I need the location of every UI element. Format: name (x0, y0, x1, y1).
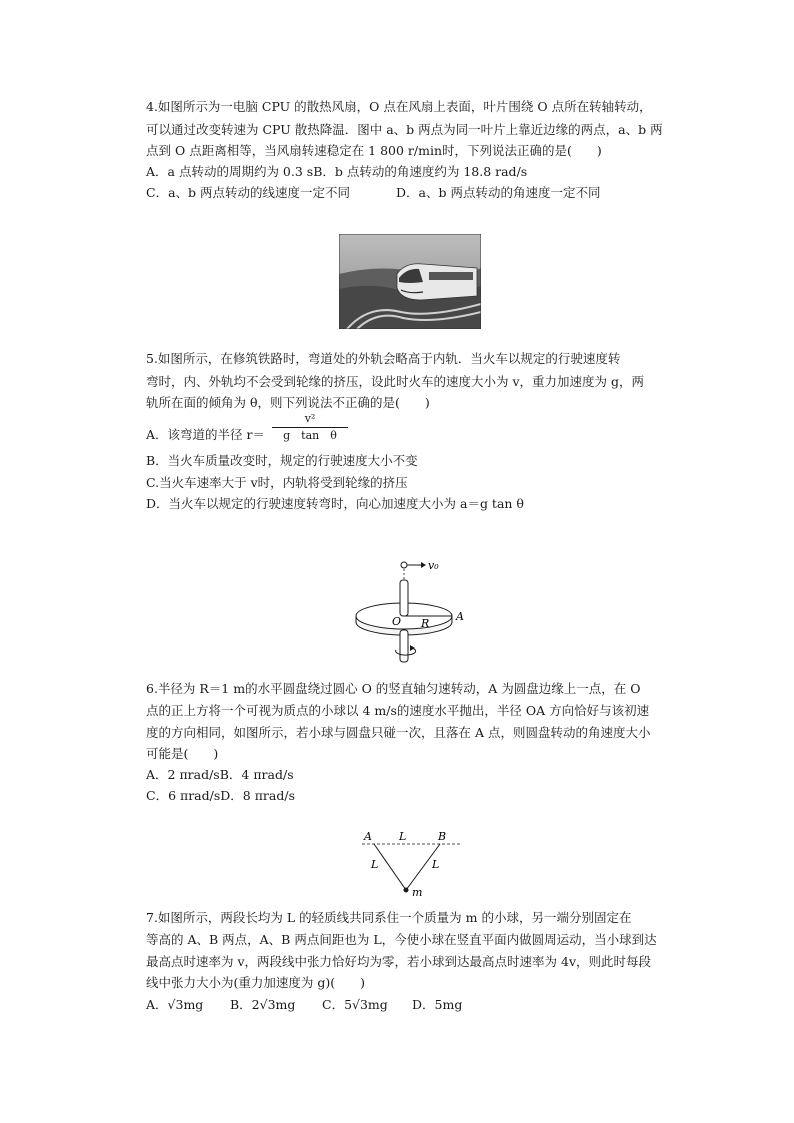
label-m: m (412, 886, 423, 899)
q5-option-b: B．当火车质量改变时，规定的行驶速度大小不变 (146, 453, 418, 468)
ball-icon (404, 888, 409, 893)
string-figure (354, 828, 466, 900)
q6-line4: 可能是( ) (146, 746, 219, 761)
label-a: A (456, 610, 464, 623)
label-r: R (421, 617, 430, 630)
q7-line2: 等高的 A、B 两点，A、B 两点间距也为 L，今使小球在竖直平面内做圆周运动，当小球到达 (146, 932, 657, 947)
q5-option-c: C.当火车速率大于 v时，内轨将受到轮缘的挤压 (146, 475, 408, 490)
velocity-arrow-icon (421, 562, 426, 568)
q4-option-c: C．a、b 两点转动的线速度一定不同 (146, 185, 350, 200)
q7-option-d: D．5mg (412, 997, 463, 1012)
q4-line1: 4.如图所示为一电脑 CPU 的散热风扇，O 点在风扇上表面，叶片围绕 O 点所在转轴转动， (146, 99, 652, 114)
q7-line3: 最高点时速率为 v，两段线中张力恰好均为零，若小球到达最高点时速率为 4v，则此时每段 (146, 954, 652, 969)
q5-line1: 5.如图所示，在修筑铁路时，弯道处的外轨会略高于内轨．当火车以规定的行驶速度转 (146, 351, 621, 366)
q4-line2: 可以通过改变转速为 CPU 散热降温．图中 a、b 两点为同一叶片上靠近边缘的两点，a、b 两 (146, 122, 663, 137)
label-a: A (364, 830, 372, 843)
q7-line1: 7.如图所示，两段长均为 L 的轻质线共同系住一个质量为 m 的小球，另一端分别固定在 (146, 910, 632, 925)
label-b: B (438, 830, 447, 843)
string-left (374, 844, 406, 890)
q5-line2: 弯时，内、外轨均不会受到轮缘的挤压，设此时火车的速度大小为 v，重力加速度为 g，两 (146, 374, 645, 389)
q6-line3: 度的方向相同，如图所示，若小球与圆盘只碰一次，且落在 A 点，则圆盘转动的角速度大小 (146, 725, 651, 740)
q4-line3: 点到 O 点距离相等，当风扇转速稳定在 1 800 r/min时，下列说法正确的是( ) (146, 143, 602, 158)
q5-line3: 轨所在面的倾角为 θ，则下列说法不正确的是( ) (146, 395, 430, 410)
q4-option-a-b: A．a 点转动的周期约为 0.3 sB．b 点转动的角速度约为 18.8 rad/s (146, 164, 528, 179)
q5-option-d: D．当火车以规定的行驶速度转弯时，向心加速度大小为 a＝g tan θ (146, 496, 524, 511)
fraction-denominator: g tan θ (283, 429, 337, 442)
label-l-right: L (432, 858, 440, 871)
q7-option-a: A．√3mg (146, 997, 204, 1012)
label-o: O (392, 615, 402, 628)
label-l-top: L (399, 830, 407, 843)
ball-icon (401, 562, 407, 568)
q7-line4: 线中张力大小为(重力加速度为 g)( ) (146, 975, 365, 990)
q5-option-a-prefix: A．该弯道的半径 r＝ (146, 427, 265, 442)
label-v0: v₀ (428, 559, 439, 572)
disc-figure (350, 556, 470, 668)
q6-options-a-b: A．2 πrad/sB．4 πrad/s (146, 767, 294, 782)
fraction-numerator: v² (304, 412, 316, 425)
q4-option-d: D．a、b 两点转动的角速度一定不同 (396, 185, 601, 200)
q6-options-c-d: C．6 πrad/sD．8 πrad/s (146, 788, 295, 803)
label-l-left: L (371, 858, 379, 871)
q5-option-a-fraction (272, 412, 348, 443)
q7-option-c: C．5√3mg (322, 997, 388, 1012)
q6-line2: 点的正上方将一个可视为质点的小球以 4 m/s的速度水平抛出，半径 OA 方向恰好与该初速 (146, 703, 650, 718)
q6-line1: 6.半径为 R＝1 m的水平圆盘绕过圆心 O 的竖直轴匀速转动，A 为圆盘边缘上一点，在 O (146, 681, 641, 696)
axle (400, 580, 408, 616)
train-photo (339, 234, 481, 329)
q7-option-b: B．2√3mg (230, 997, 296, 1012)
